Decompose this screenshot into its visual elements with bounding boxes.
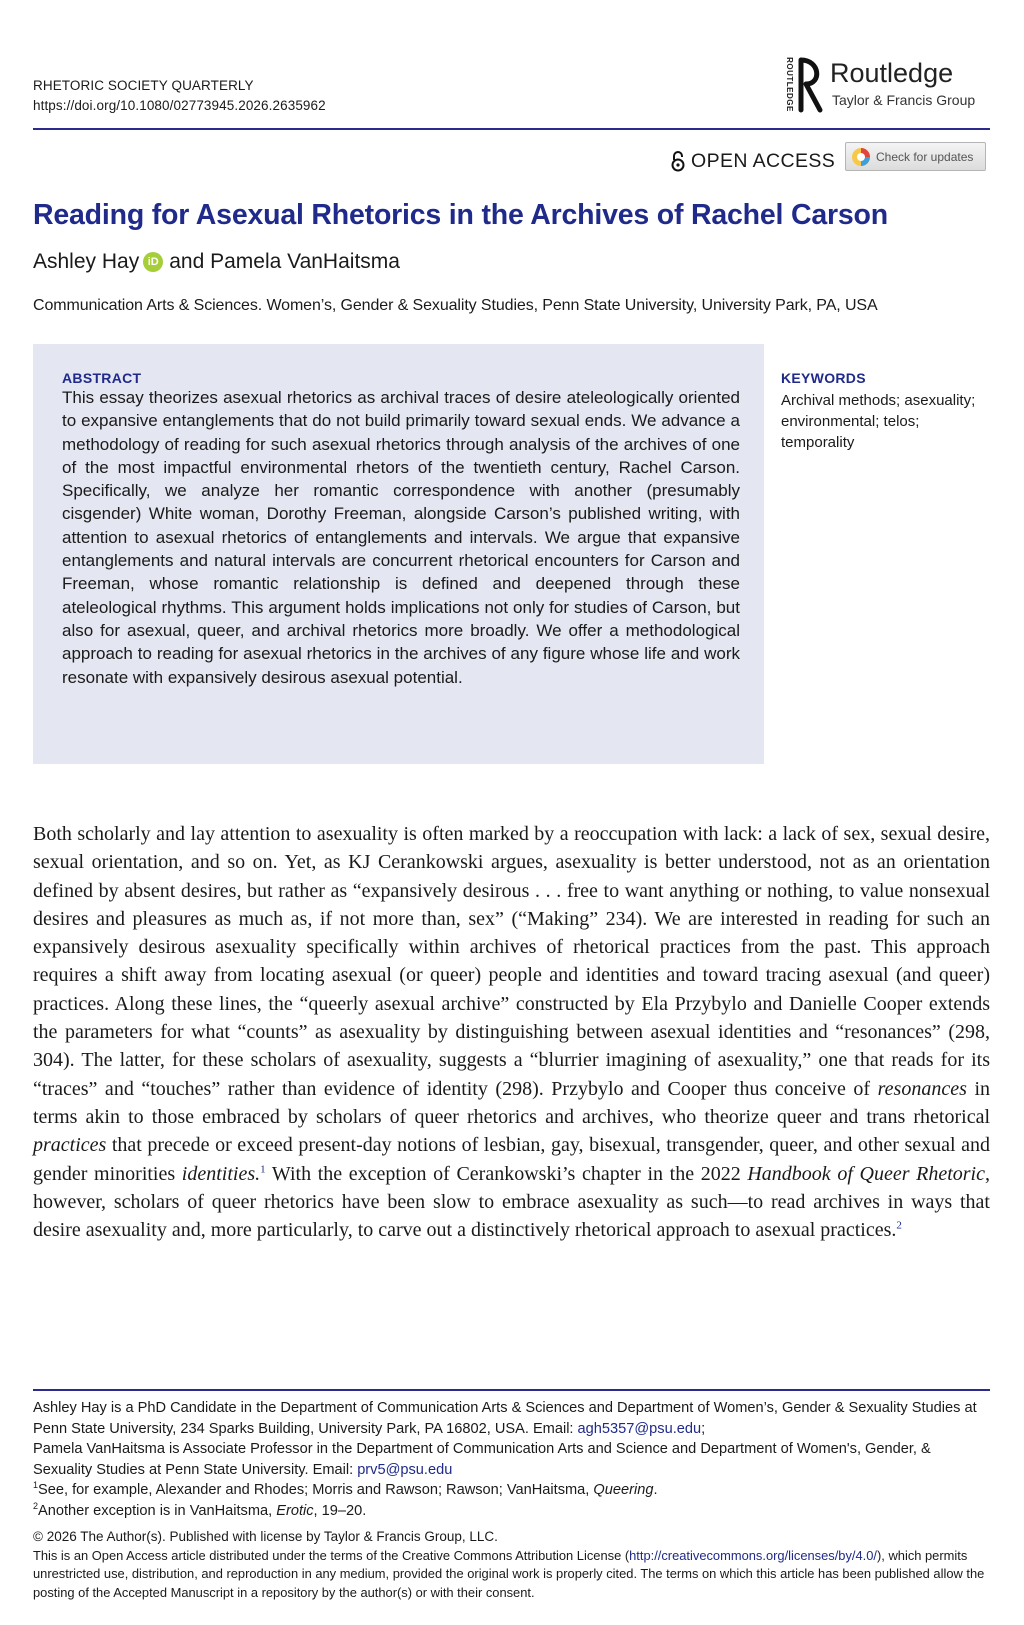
footnote-number: 1 <box>33 1480 39 1491</box>
author-line <box>33 250 400 274</box>
footnote-text: Another exception is in VanHaitsma, <box>38 1502 277 1519</box>
footnote-text-end: , 19–20. <box>313 1502 367 1519</box>
author-bio-1 <box>33 1398 990 1439</box>
footnote-number: 2 <box>33 1501 39 1512</box>
author-name-second[interactable]: and Pamela VanHaitsma <box>169 250 400 273</box>
body-italic-run: Handbook of Queer Rhetoric <box>747 1162 985 1185</box>
license-text-end: ), which permits unrestricted use, distribution, and reproduction in any medium, provided the original work is properly cited. The terms on which this article has been published allow the posting of the Accepted Manuscript in a repository by the author(s) or with their consent. <box>33 1547 985 1601</box>
author-bio-2 <box>33 1439 990 1480</box>
body-text-run: in terms akin to those embraced by scholars of queer rhetorics and archives, who theorize queer and trans rhetorical <box>33 1077 990 1128</box>
publisher-name: Routledge <box>830 58 954 88</box>
keywords-list: Archival methods; asexuality; environmental; telos; temporality <box>781 392 976 451</box>
body-text-run: Both scholarly and lay attention to asexuality is often marked by a reoccupation with lack: a lack of sex, sexual desire, sexual orientation, and so on. Yet, as KJ Cerankowski argues, asexuality is better understood, not as an orientation defined by absent desires, but rather as “expansively desirous . . . free to want anything or nothing, to value nonsexual desires and pleasures as much as, if not more than, sex” (“Making” 234). We are interested in reading for such an expansively desirous asexuality specifically within archives of rhetorical practices from the past. This approach requires a shift away from locating asexual (or queer) people and identities and toward tracing asexual (and queer) practices. Along these lines, the “queerly asexual archive” constructed by Ela Przybylo and Danielle Cooper extends the parameters for what “counts” as asexuality by distinguishing between asexual identities and “resonances” (298, 304). The latter, for these scholars of asexuality, suggests a “blurrier imagining of asexuality,” one that reads for its “traces” and “touches” rather than evidence of identity (298). Przybylo and Cooper thus conceive of <box>33 823 990 1100</box>
footnote-text: See, for example, Alexander and Rhodes; Morris and Rawson; Rawson; VanHaitsma, <box>38 1482 594 1499</box>
footnote-italic: Erotic <box>276 1502 314 1519</box>
email-link[interactable]: prv5@psu.edu <box>357 1461 453 1478</box>
bio-text: Pamela VanHaitsma is Associate Professor in the Department of Communication Arts and Science and Department of Women's, Gender, & Sexuality Studies at Penn State University. Email: <box>33 1441 931 1478</box>
body-italic-run: resonances <box>877 1077 967 1100</box>
author-notes <box>33 1398 990 1522</box>
license-block <box>33 1528 990 1603</box>
body-text-run: that precede or exceed present-day notions of lesbian, gay, bisexual, transgender, queer, and other sexual and gender minorities <box>33 1134 990 1185</box>
footnote-2 <box>33 1501 990 1522</box>
check-for-updates-button[interactable] <box>845 142 986 171</box>
bio-text-end: ; <box>701 1420 706 1437</box>
open-access-badge <box>671 147 835 175</box>
body-paragraph <box>33 820 990 1244</box>
open-lock-icon <box>671 150 685 172</box>
publisher-logo[interactable] <box>784 56 984 116</box>
author-name[interactable]: Ashley Hay <box>33 250 140 273</box>
footnote-text-end: . <box>653 1482 658 1499</box>
license-text <box>33 1547 990 1603</box>
abstract-text: This essay theorizes asexual rhetorics as archival traces of desire ateleologically oriented to expansive entanglements that do not build primarily toward sexual ends. We advance a methodology of reading for such asexual rhetorics through analysis of the archives of one of the most impactful environmental rhetors of the twentieth century, Rachel Carson. Specifically, we analyze her romantic correspondence with another (presumably cisgender) White woman, Dorothy Freeman, alongside Carson’s published writing, with attention to asexual rhetorics of entanglements and intervals. We argue that expansive entanglements and natural intervals are concurrent rhetorical encounters for Carson and Freeman, whose romantic relationship is defined and deepened through these ateleological rhythms. This argument holds implications not only for studies of Carson, but also for asexual, queer, and archival rhetorics more broadly. We offer a methodological approach to reading for asexual rhetorics in the archives of any figure whose life and work resonate with expansively desirous asexual potential. <box>62 388 740 687</box>
routledge-r-icon <box>798 56 824 114</box>
crossmark-icon <box>851 147 871 167</box>
footnote-ref-2[interactable]: 2 <box>896 1219 902 1232</box>
affiliation: Communication Arts & Sciences. Women’s, Gender & Sexuality Studies, Penn State University, University Park, PA, USA <box>33 297 878 314</box>
copyright-line: © 2026 The Author(s). Published with license by Taylor & Francis Group, LLC. <box>33 1529 498 1544</box>
footnote-divider <box>33 1389 990 1391</box>
body-italic-run: practices <box>33 1134 107 1157</box>
header-divider <box>33 128 990 130</box>
bio-text: Ashley Hay is a PhD Candidate in the Department of Communication Arts & Sciences and Department of Women’s, Gender & Sexuality Studies at Penn State University, 234 Sparks Building, University Park, PA 16802, USA. Email: <box>33 1400 977 1437</box>
article-title: Reading for Asexual Rhetorics in the Archives of Rachel Carson <box>33 199 888 231</box>
publisher-vertical-wordmark: ROUTLEDGE <box>784 57 794 112</box>
footnote-1 <box>33 1480 990 1501</box>
abstract-heading: ABSTRACT <box>62 370 142 386</box>
email-link[interactable]: agh5357@psu.edu <box>577 1420 702 1437</box>
check-for-updates-label: Check for updates <box>876 149 974 164</box>
publisher-group: Taylor & Francis Group <box>832 92 976 108</box>
license-link[interactable]: http://creativecommons.org/licenses/by/4.0/ <box>629 1547 878 1563</box>
body-text-run: With the exception of Cerankowski’s chapter in the 2022 <box>265 1162 748 1185</box>
body-text-run: , however, scholars of queer rhetorics have been slow to embrace asexuality as such—to read archives in ways that desire asexuality and, more particularly, to carve out a distinctively rhetorical approach to asexual practices. <box>33 1162 990 1242</box>
footnote-ref-1[interactable]: 1 <box>260 1162 266 1175</box>
doi-link[interactable]: https://doi.org/10.1080/02773945.2026.2635962 <box>33 98 326 113</box>
journal-name: RHETORIC SOCIETY QUARTERLY <box>33 78 254 93</box>
open-access-label: OPEN ACCESS <box>691 149 836 172</box>
body-italic-run: identities. <box>181 1162 261 1185</box>
license-text-start: This is an Open Access article distributed under the terms of the Creative Commons Attribution License ( <box>33 1547 630 1563</box>
journal-header <box>33 76 326 116</box>
footnote-italic: Queering <box>593 1482 654 1499</box>
orcid-icon[interactable]: iD <box>143 252 163 272</box>
keywords-heading: KEYWORDS <box>781 370 866 386</box>
